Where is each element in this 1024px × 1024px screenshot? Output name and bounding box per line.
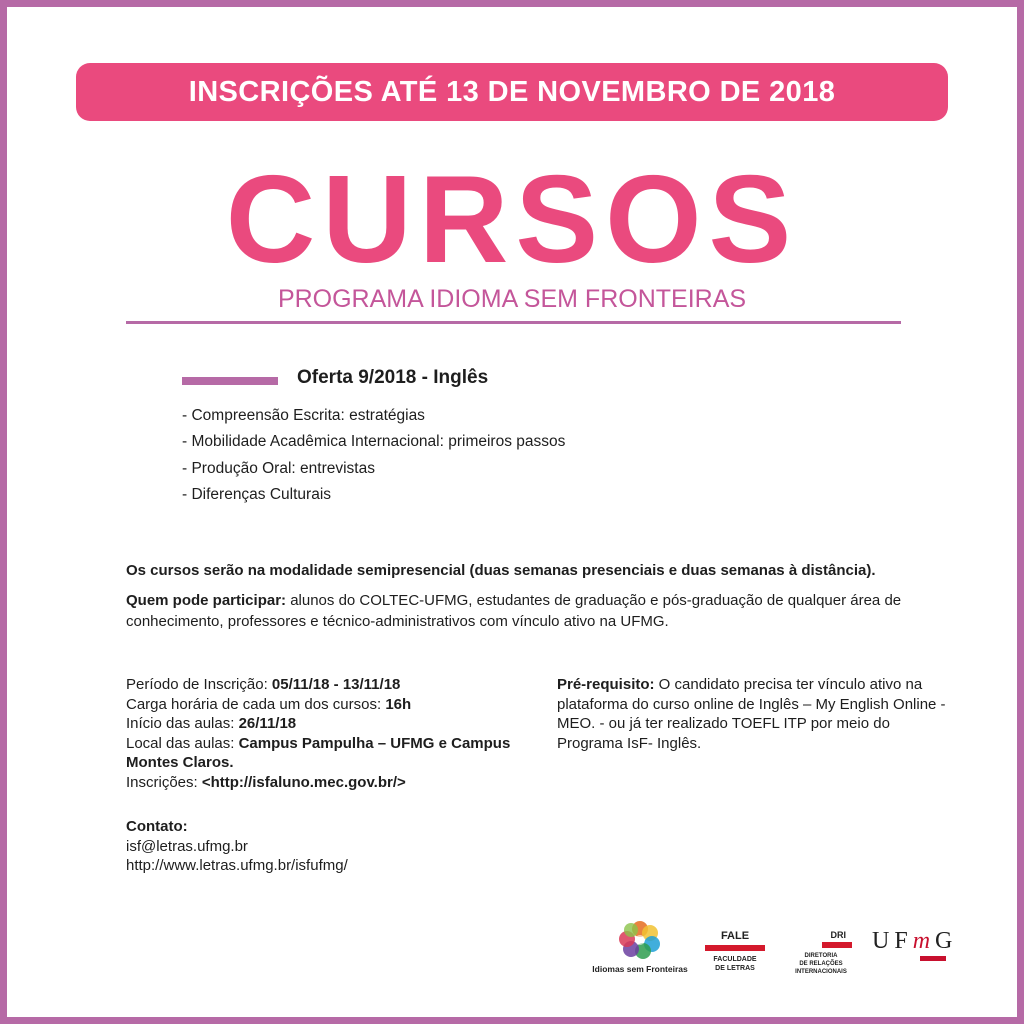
ufmg-letter-m: m: [912, 928, 936, 954]
period-value: 05/11/18 - 13/11/18: [271, 676, 401, 693]
dri-logo: [790, 930, 852, 976]
registration-info: [126, 675, 536, 792]
contact-label: Contato:: [126, 818, 188, 835]
prerequisite-text: O candidato precisa ter vínculo ativo na plataforma do curso online de Inglês – My English Online - MEO. - ou já ter realizado TOEFL ITP por meio do Programa IsF- Inglês.: [557, 676, 946, 752]
page-title: CURSOS: [225, 151, 799, 289]
hours-label: Carga horária de cada um dos cursos:: [126, 695, 386, 713]
dri-line-3: INTERNACIONAIS: [795, 969, 847, 975]
place-label: Local das aulas:: [126, 734, 239, 752]
eligibility-paragraph: [126, 590, 946, 632]
isf-logo: [590, 920, 690, 974]
flower-icon: [618, 920, 662, 960]
period-line: [126, 675, 536, 695]
contact-block: [126, 817, 348, 876]
hours-line: [126, 695, 536, 715]
ufmg-letter-u: U: [872, 928, 895, 954]
dri-red-bar: [822, 942, 852, 948]
offer-accent-bar: [182, 377, 278, 385]
fale-title: FALE: [720, 930, 750, 942]
course-item: - Mobilidade Acadêmica Internacional: primeiros passos: [182, 433, 566, 451]
program-subtitle: PROGRAMA IDIOMA SEM FRONTEIRAS: [277, 285, 747, 313]
hours-value: 16h: [385, 695, 412, 713]
place-value: Campus Pampulha – UFMG e Campus Montes Claros.: [126, 734, 511, 771]
contact-url[interactable]: http://www.letras.ufmg.br/isfufmg/: [126, 857, 348, 874]
signup-line: [126, 773, 536, 793]
course-list: [182, 403, 565, 508]
eligibility-label: Quem pode participar:: [126, 592, 287, 609]
fale-red-bar: [705, 945, 765, 951]
banner-text: INSCRIÇÕES ATÉ 13 DE NOVEMBRO DE 2018: [188, 75, 836, 108]
course-item: - Produção Oral: entrevistas: [182, 459, 375, 477]
signup-label: Inscrições:: [126, 773, 202, 791]
isf-logo-caption: Idiomas sem Fronteiras: [592, 964, 688, 974]
title-divider: [126, 321, 901, 324]
dri-line-2: DE RELAÇÕES: [799, 961, 843, 967]
course-item: - Diferenças Culturais: [182, 485, 332, 503]
start-value: 26/11/18: [238, 715, 297, 732]
dri-title: DRI: [830, 930, 846, 940]
ufmg-wordmark: [872, 928, 976, 954]
offer-heading: Oferta 9/2018 - Inglês: [297, 367, 489, 388]
dri-line-1: DIRETORIA: [804, 953, 838, 959]
signup-link[interactable]: <http://isfaluno.mec.gov.br/>: [201, 773, 406, 791]
start-label: Início das aulas:: [126, 715, 239, 732]
registration-deadline-banner: [76, 63, 948, 121]
fale-logo: [705, 930, 765, 973]
fale-line-1: FACULDADE: [713, 956, 757, 963]
ufmg-letter-f: F: [894, 928, 913, 954]
period-label: Período de Inscrição:: [126, 676, 272, 693]
ufmg-red-bar: [920, 956, 946, 961]
modality-note: Os cursos serão na modalidade semipresencial (duas semanas presenciais e duas semanas à distância).: [126, 562, 876, 579]
eligibility-text: alunos do COLTEC-UFMG, estudantes de graduação e pós-graduação de qualquer área de conhecimento, professores e técnico-administrativos com vínculo ativo na UFMG.: [126, 592, 902, 630]
course-item: - Compreensão Escrita: estratégias: [182, 407, 425, 424]
start-line: [126, 714, 536, 734]
prerequisite-label: Pré-requisito:: [557, 676, 655, 693]
prerequisite-paragraph: [557, 675, 947, 753]
place-line: [126, 734, 536, 773]
ufmg-logo: [872, 928, 976, 954]
contact-email[interactable]: isf@letras.ufmg.br: [126, 837, 248, 855]
fale-line-2: DE LETRAS: [715, 965, 755, 972]
ufmg-letter-g: G: [935, 928, 958, 954]
